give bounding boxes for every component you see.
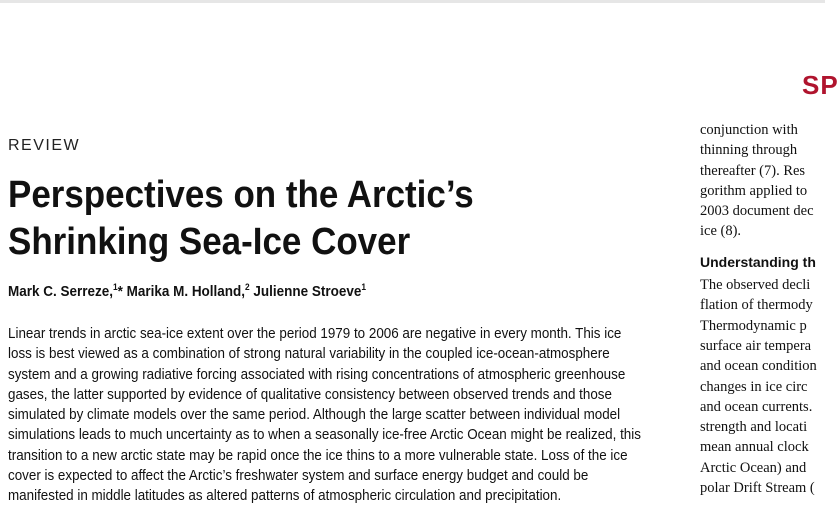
- body-line: gorithm applied to: [700, 182, 808, 199]
- abstract-line: gases, the latter supported by evidence of qualitative consistency between observed trends and those: [8, 386, 612, 403]
- title-line: Shrinking Sea-Ice Cover: [8, 221, 411, 263]
- abstract-line: simulated by climate models over the same period. Although the large scatter between individual model: [8, 407, 621, 424]
- body-line: thereafter (7). Res: [700, 162, 806, 179]
- abstract-line: cover is expected to affect the Arctic’s freshwater system and surface energy budget and could be: [8, 468, 589, 485]
- body-line: flation of thermody: [700, 297, 813, 314]
- body-line: Arctic Ocean) and: [700, 459, 807, 476]
- body-line: ice (8).: [700, 223, 742, 240]
- body-line: surface air tempera: [700, 337, 812, 354]
- author-list: [8, 284, 366, 300]
- author-name: Mark C. Serreze,: [8, 284, 113, 300]
- abstract-line: system and a growing radiative forcing associated with rising concentrations of atmospheric greenhouse: [8, 366, 626, 383]
- body-line: and ocean currents.: [700, 398, 813, 415]
- author-affiliation: 1: [112, 282, 118, 293]
- body-line: changes in ice circ: [700, 378, 808, 395]
- top-border: [0, 0, 825, 3]
- author-affiliation: 2: [245, 282, 250, 293]
- body-line: Thermodynamic p: [700, 317, 807, 334]
- abstract-line: simulations leads to much uncertainty as to when a seasonally ice-free Arctic Ocean might be realized, this: [8, 427, 641, 444]
- body-line: polar Drift Stream (: [700, 480, 815, 497]
- abstract-line: loss is best viewed as a combination of strong natural variability in the coupled ice-ocean-atmosphere: [8, 346, 610, 363]
- author-affiliation: 1: [361, 282, 367, 293]
- abstract: [8, 324, 674, 507]
- body-line: The observed decli: [700, 277, 811, 294]
- section-tag: SP: [802, 70, 839, 100]
- body-line: thinning through: [700, 142, 798, 159]
- right-column-text: [700, 120, 840, 498]
- corresponding-author-mark: *: [117, 284, 123, 300]
- body-line: 2003 document dec: [700, 203, 814, 220]
- body-line: conjunction with: [700, 122, 798, 138]
- article-title: [8, 172, 474, 266]
- title-line: Perspectives on the Arctic’s: [8, 174, 474, 216]
- abstract-line: manifested in middle latitudes as altered patterns of atmospheric circulation and precipitation.: [8, 488, 562, 505]
- author-name: Julienne Stroeve: [253, 284, 362, 300]
- article-type-label: REVIEW: [8, 137, 81, 154]
- body-line: and ocean condition: [700, 358, 817, 375]
- body-line: mean annual clock: [700, 439, 809, 456]
- section-heading: Understanding th: [700, 253, 816, 270]
- body-line: strength and locati: [700, 419, 808, 436]
- abstract-line: transition to a new arctic state may be rapid once the ice thins to a more vulnerable state. Loss of the ice: [8, 447, 628, 464]
- abstract-line: Linear trends in arctic sea-ice extent over the period 1979 to 2006 are negative in every month. This ice: [8, 326, 622, 342]
- author-name: Marika M. Holland,: [126, 284, 246, 300]
